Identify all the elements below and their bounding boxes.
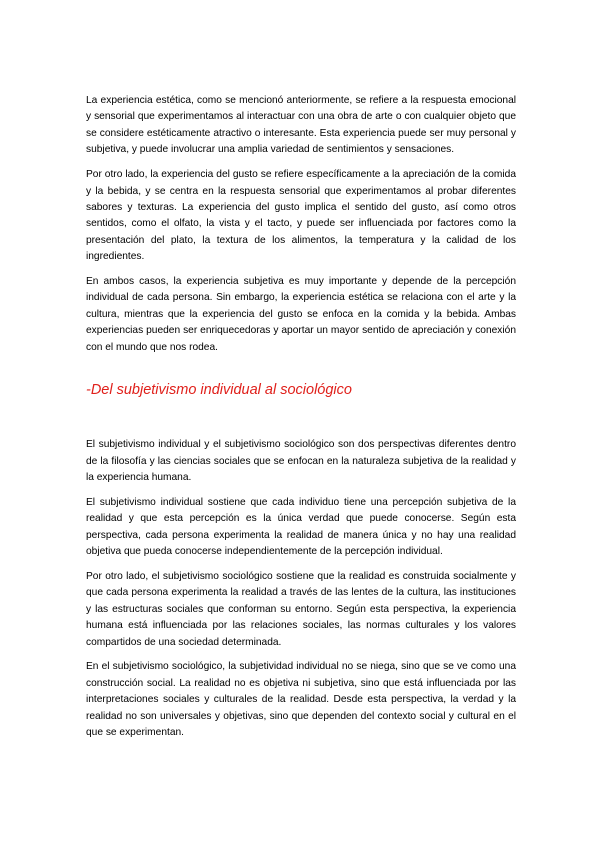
paragraph-aesthetic-experience: La experiencia estética, como se mencionó anteriormente, se refiere a la respuesta emocional y sensorial que experimentamos al interactuar con una obra de arte o con cualquier objeto que se considere estéticamente atractivo o interesante. Esta experiencia puede ser muy personal y subjetiva, y puede involucrar una amplia variedad de sentimientos y sensaciones.	[86, 95, 516, 156]
paragraph-sociological-subjectivism: Por otro lado, el subjetivismo sociológico sostiene que la realidad es construida socialmente y que cada persona experimenta la realidad a través de las lentes de la cultura, las instituciones y las estructuras sociales que conforman su entorno. Según esta perspectiva, la experiencia humana está influenciada por las relaciones sociales, las normas culturales y los valores compartidos de una sociedad determinada.	[86, 570, 516, 648]
section-heading: -Del subjetivismo individual al sociológico	[86, 382, 352, 399]
paragraph-individual-subjectivism: El subjetivismo individual sostiene que cada individuo tiene una percepción subjetiva de la realidad y que esta percepción es la única verdad que puede conocerse. Según esta perspectiva, cada persona experimenta la realidad de manera única y no hay una realidad objetiva que pueda conocerse independientemente de la percepción individual.	[86, 496, 516, 558]
paragraph-both-cases: En ambos casos, la experiencia subjetiva es muy importante y depende de la percepción individual de cada persona. Sin embargo, la experiencia estética se relaciona con el arte y la cultura, mientras que la experiencia del gusto se enfoca en la comida y la bebida. Ambas experiencias pueden ser enriquecedoras y aportar un mayor sentido de apreciación y conexión con el mundo que nos rodea.	[86, 276, 516, 353]
paragraph-social-construction: En el subjetivismo sociológico, la subjetividad individual no se niega, sino que se ve como una construcción social. La realidad no es objetiva ni subjetiva, sino que está influenciada por las interpretaciones sociales y culturales de la realidad. Desde esta perspectiva, la verdad y la realidad no son universales y objetivas, sino que dependen del contexto social y cultural en el que se experimentan.	[86, 661, 516, 739]
paragraph-taste-experience: Por otro lado, la experiencia del gusto se refiere específicamente a la apreciación de la comida y la bebida, y se centra en la respuesta sensorial que experimentamos al probar diferentes sabores y texturas. La experiencia del gusto implica el sentido del gusto, así como otros sentidos, como el olfato, la vista y el tacto, y puede ser influenciada por factores como la presentación del plato, la textura de los alimentos, la temperatura y la calidad de los ingredientes.	[86, 169, 516, 263]
document-body	[86, 93, 516, 750]
paragraph-subjectivism-intro: El subjetivismo individual y el subjetivismo sociológico son dos perspectivas diferentes dentro de la filosofía y las ciencias sociales que se enfocan en la naturaleza subjetiva de la realidad y la experiencia humana.	[86, 439, 516, 483]
